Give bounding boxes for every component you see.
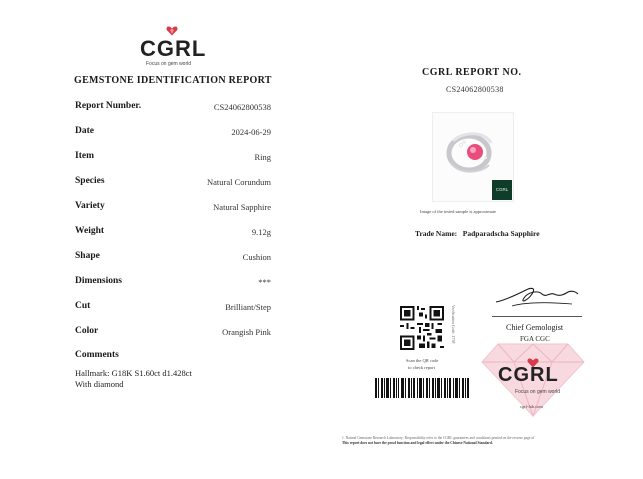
report-title: GEMSTONE IDENTIFICATION REPORT bbox=[74, 75, 272, 86]
website[interactable]: cgrl-lab.com bbox=[520, 404, 543, 409]
comment-line: Hallmark: G18K S1.60ct d1.428ct bbox=[75, 368, 192, 378]
gemologist-title: Chief Gemologist bbox=[506, 323, 564, 332]
report-number: CS24062800538 bbox=[446, 85, 504, 94]
left-page bbox=[0, 0, 320, 479]
trade-name bbox=[415, 229, 540, 238]
gemologist-credentials: FGA CGC bbox=[520, 335, 550, 343]
field-label: Variety bbox=[75, 201, 105, 211]
field-row bbox=[75, 201, 271, 215]
trade-name-value: Padparadscha Sapphire bbox=[462, 229, 540, 238]
comments-label: Comments bbox=[75, 350, 119, 360]
brand-logo: CGRL bbox=[140, 36, 207, 61]
verification-code: Verification Code: 1738 bbox=[451, 305, 456, 344]
field-value: Natural Sapphire bbox=[213, 202, 271, 212]
field-row bbox=[75, 301, 271, 315]
field-value: *** bbox=[258, 277, 271, 287]
field-value: Cushion bbox=[242, 252, 271, 262]
field-row bbox=[75, 176, 271, 190]
field-value: 2024-06-29 bbox=[231, 127, 271, 137]
qr-code[interactable] bbox=[400, 306, 444, 350]
field-value: 9.12g bbox=[251, 227, 271, 237]
field-label: Species bbox=[75, 176, 105, 186]
heart-gem-icon bbox=[166, 26, 178, 36]
brand-tagline: Focus on gem world bbox=[146, 61, 192, 67]
stamp-tagline: Focus on gem world bbox=[515, 389, 561, 395]
signature bbox=[492, 280, 582, 314]
field-label: Cut bbox=[75, 301, 91, 311]
barcode bbox=[375, 378, 469, 398]
field-label: Dimensions bbox=[75, 276, 122, 286]
field-value: Brilliant/Step bbox=[225, 302, 271, 312]
field-row bbox=[75, 326, 271, 340]
qr-caption: to check report bbox=[408, 365, 435, 370]
field-row bbox=[75, 151, 271, 165]
qr-caption: Scan the QR code bbox=[406, 358, 439, 363]
field-label: Date bbox=[75, 126, 94, 136]
stamp-logo: CGRL bbox=[498, 364, 559, 386]
field-label: Report Number. bbox=[75, 101, 142, 111]
signature-line bbox=[492, 316, 582, 317]
field-row bbox=[75, 226, 271, 240]
trade-name-label: Trade Name: bbox=[415, 229, 458, 238]
field-row bbox=[75, 276, 271, 290]
sample-photo bbox=[432, 112, 514, 202]
footer-note bbox=[342, 436, 627, 446]
mini-cgrl-badge: CGRL bbox=[492, 180, 512, 200]
image-caption: Image of the tested sample is approximate bbox=[420, 209, 496, 214]
field-value: Orangish Pink bbox=[222, 327, 271, 337]
field-value: Natural Corundum bbox=[207, 177, 271, 187]
footer-line: This report does not have the proof function and legal effect under the Chinese National Standard. bbox=[342, 441, 493, 445]
right-page bbox=[320, 0, 643, 479]
footer-line: 1. Natural Gemstone Research Laboratory; Responsibility refer to the CGRL guarantees and conditions printed on the reverse page of bbox=[342, 436, 535, 440]
field-label: Shape bbox=[75, 251, 100, 261]
field-label: Color bbox=[75, 326, 99, 336]
field-value: Ring bbox=[254, 152, 271, 162]
field-label: Item bbox=[75, 151, 94, 161]
comment-line: With diamond bbox=[75, 379, 124, 389]
field-label: Weight bbox=[75, 226, 105, 236]
report-number-heading: CGRL REPORT NO. bbox=[422, 67, 522, 78]
field-row bbox=[75, 126, 271, 140]
field-row bbox=[75, 101, 271, 115]
field-row bbox=[75, 251, 271, 265]
field-value: CS24062800538 bbox=[213, 102, 271, 112]
